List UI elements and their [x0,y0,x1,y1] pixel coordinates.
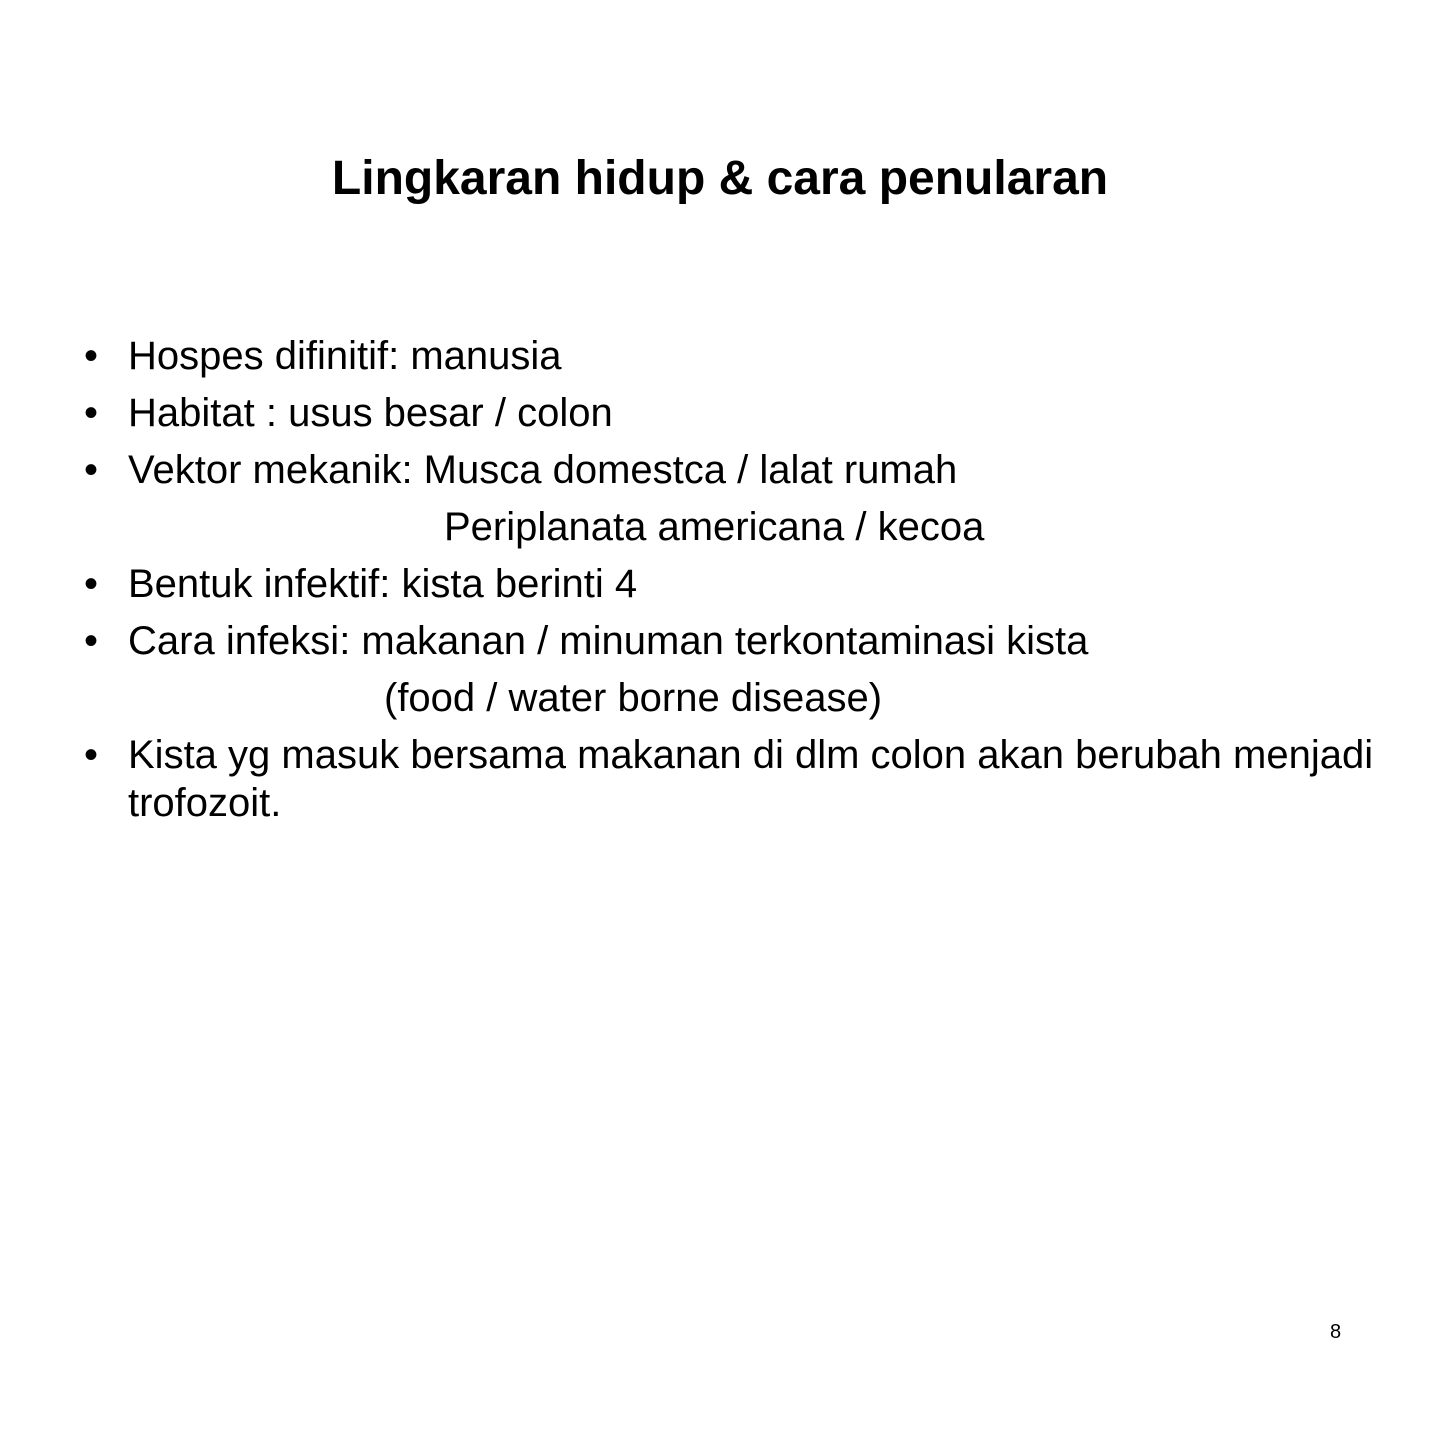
bullet-icon: • [84,562,99,606]
bullet-icon: • [84,733,99,777]
slide-title: Lingkaran hidup & cara penularan [331,152,1109,205]
list-item [84,442,1374,556]
bullet-icon: • [84,448,99,492]
list-item [84,385,1374,442]
bullet-text: Vektor mekanik: Musca domestca / lalat rumah [128,448,958,492]
bullet-icon: • [84,391,99,435]
bullet-icon: • [84,334,99,378]
list-item [84,613,1374,727]
list-item [84,556,1374,613]
bullet-icon: • [84,619,99,663]
list-item [84,328,1374,385]
bullet-list [84,328,1374,827]
bullet-text: Kista yg masuk bersama makanan di dlm colon akan berubah menjadi trofozoit. [128,733,1374,825]
bullet-continuation: (food / water borne disease) [384,676,883,720]
bullet-text: Cara infeksi: makanan / minuman terkontaminasi kista [128,619,1089,663]
page-number: 8 [1330,1321,1342,1343]
list-item [84,727,1374,827]
bullet-text: Hospes difinitif: manusia [128,334,562,378]
bullet-continuation: Periplanata americana / kecoa [444,505,985,549]
bullet-text: Habitat : usus besar / colon [128,391,613,435]
bullet-text: Bentuk infektif: kista berinti 4 [128,562,638,606]
